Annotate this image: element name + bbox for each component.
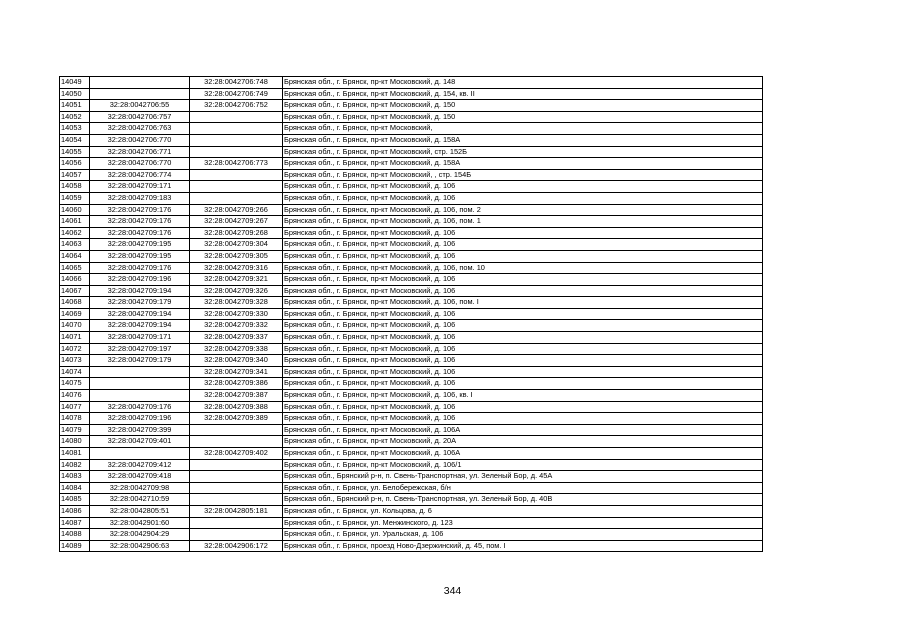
- object-cadastral-number-cell: [190, 482, 283, 494]
- row-number-cell: 14054: [60, 134, 90, 146]
- object-cadastral-number-cell: 32:28:0042709:402: [190, 448, 283, 460]
- object-cadastral-number-cell: 32:28:0042709:321: [190, 274, 283, 286]
- object-cadastral-number-cell: [190, 424, 283, 436]
- table-row: [60, 204, 763, 216]
- object-cadastral-number-cell: 32:28:0042709:304: [190, 239, 283, 251]
- row-number-cell: 14064: [60, 250, 90, 262]
- parcel-cadastral-number-cell: 32:28:0042709:194: [90, 285, 190, 297]
- parcel-cadastral-number-cell: 32:28:0042709:194: [90, 320, 190, 332]
- object-cadastral-number-cell: 32:28:0042709:389: [190, 413, 283, 425]
- row-number-cell: 14078: [60, 413, 90, 425]
- row-number-cell: 14080: [60, 436, 90, 448]
- parcel-cadastral-number-cell: [90, 390, 190, 402]
- table-row: [60, 343, 763, 355]
- address-cell: Брянская обл., г. Брянск, пр-кт Московский, д. 20А: [283, 436, 763, 448]
- table-row: [60, 366, 763, 378]
- object-cadastral-number-cell: [190, 123, 283, 135]
- row-number-cell: 14073: [60, 355, 90, 367]
- object-cadastral-number-cell: 32:28:0042709:328: [190, 297, 283, 309]
- table-row: [60, 424, 763, 436]
- parcel-cadastral-number-cell: 32:28:0042709:179: [90, 355, 190, 367]
- table-row: [60, 482, 763, 494]
- object-cadastral-number-cell: 32:28:0042709:341: [190, 366, 283, 378]
- page-number: 344: [443, 585, 462, 597]
- parcel-cadastral-number-cell: 32:28:0042706:771: [90, 146, 190, 158]
- table-row: [60, 308, 763, 320]
- address-cell: Брянская обл., г. Брянск, пр-кт Московский, д. 106: [283, 401, 763, 413]
- table-row: [60, 332, 763, 344]
- row-number-cell: 14082: [60, 459, 90, 471]
- parcel-cadastral-number-cell: 32:28:0042901:60: [90, 517, 190, 529]
- parcel-cadastral-number-cell: [90, 448, 190, 460]
- object-cadastral-number-cell: [190, 529, 283, 541]
- address-cell: Брянская обл., г. Брянск, ул. Уральская, д. 106: [283, 529, 763, 541]
- table-row: [60, 355, 763, 367]
- object-cadastral-number-cell: [190, 181, 283, 193]
- object-cadastral-number-cell: [190, 192, 283, 204]
- table-row: [60, 401, 763, 413]
- row-number-cell: 14069: [60, 308, 90, 320]
- object-cadastral-number-cell: 32:28:0042709:337: [190, 332, 283, 344]
- address-cell: Брянская обл., г. Брянск, ул. Менжинского, д. 123: [283, 517, 763, 529]
- parcel-cadastral-number-cell: 32:28:0042805:51: [90, 505, 190, 517]
- parcel-cadastral-number-cell: 32:28:0042709:401: [90, 436, 190, 448]
- table-row: [60, 181, 763, 193]
- object-cadastral-number-cell: 32:28:0042805:181: [190, 505, 283, 517]
- address-cell: Брянская обл., Брянский р-н, п. Свень-Транспортная, ул. Зеленый Бор, д. 40В: [283, 494, 763, 506]
- parcel-cadastral-number-cell: 32:28:0042706:770: [90, 158, 190, 170]
- row-number-cell: 14084: [60, 482, 90, 494]
- parcel-cadastral-number-cell: [90, 366, 190, 378]
- table-row: [60, 540, 763, 552]
- row-number-cell: 14060: [60, 204, 90, 216]
- table-row: [60, 216, 763, 228]
- object-cadastral-number-cell: 32:28:0042709:267: [190, 216, 283, 228]
- address-cell: Брянская обл., г. Брянск, пр-кт Московский, д. 106, пом. 2: [283, 204, 763, 216]
- parcel-cadastral-number-cell: 32:28:0042709:176: [90, 204, 190, 216]
- address-cell: Брянская обл., г. Брянск, пр-кт Московский, д. 106: [283, 227, 763, 239]
- address-cell: Брянская обл., г. Брянск, пр-кт Московский, стр. 152Б: [283, 146, 763, 158]
- table-row: [60, 448, 763, 460]
- object-cadastral-number-cell: 32:28:0042706:749: [190, 88, 283, 100]
- object-cadastral-number-cell: 32:28:0042906:172: [190, 540, 283, 552]
- address-cell: Брянская обл., г. Брянск, пр-кт Московский, д. 106, пом. 10: [283, 262, 763, 274]
- address-cell: Брянская обл., г. Брянск, пр-кт Московский, д. 106/1: [283, 459, 763, 471]
- row-number-cell: 14050: [60, 88, 90, 100]
- table-row: [60, 111, 763, 123]
- table-row: [60, 239, 763, 251]
- address-cell: Брянская обл., г. Брянск, пр-кт Московский, д. 106А: [283, 448, 763, 460]
- table-row: [60, 227, 763, 239]
- address-cell: Брянская обл., г. Брянск, ул. Кольцова, д. 6: [283, 505, 763, 517]
- table-row: [60, 390, 763, 402]
- table-row: [60, 471, 763, 483]
- object-cadastral-number-cell: 32:28:0042709:316: [190, 262, 283, 274]
- parcel-cadastral-number-cell: 32:28:0042709:171: [90, 181, 190, 193]
- row-number-cell: 14059: [60, 192, 90, 204]
- object-cadastral-number-cell: 32:28:0042706:773: [190, 158, 283, 170]
- address-cell: Брянская обл., г. Брянск, пр-кт Московский, д. 106: [283, 413, 763, 425]
- object-cadastral-number-cell: 32:28:0042709:330: [190, 308, 283, 320]
- table-row: [60, 436, 763, 448]
- row-number-cell: 14072: [60, 343, 90, 355]
- address-cell: Брянская обл., г. Брянск, пр-кт Московский, д. 106: [283, 181, 763, 193]
- parcel-cadastral-number-cell: 32:28:0042709:195: [90, 239, 190, 251]
- parcel-cadastral-number-cell: 32:28:0042709:183: [90, 192, 190, 204]
- address-cell: Брянская обл., г. Брянск, пр-кт Московский, д. 158А: [283, 134, 763, 146]
- row-number-cell: 14061: [60, 216, 90, 228]
- row-number-cell: 14077: [60, 401, 90, 413]
- parcel-cadastral-number-cell: 32:28:0042706:763: [90, 123, 190, 135]
- address-cell: Брянская обл., г. Брянск, пр-кт Московский, д. 106, пом. 1: [283, 216, 763, 228]
- object-cadastral-number-cell: 32:28:0042709:338: [190, 343, 283, 355]
- parcel-cadastral-number-cell: 32:28:0042709:179: [90, 297, 190, 309]
- address-cell: Брянская обл., г. Брянск, пр-кт Московский, д. 106: [283, 192, 763, 204]
- object-cadastral-number-cell: 32:28:0042709:305: [190, 250, 283, 262]
- row-number-cell: 14065: [60, 262, 90, 274]
- address-cell: Брянская обл., г. Брянск, пр-кт Московский, д. 106А: [283, 424, 763, 436]
- object-cadastral-number-cell: [190, 134, 283, 146]
- table-row: [60, 297, 763, 309]
- address-cell: Брянская обл., г. Брянск, пр-кт Московский, д. 158А: [283, 158, 763, 170]
- row-number-cell: 14062: [60, 227, 90, 239]
- row-number-cell: 14067: [60, 285, 90, 297]
- address-cell: Брянская обл., г. Брянск, ул. Белобережская, б/н: [283, 482, 763, 494]
- registry-table-body: [60, 77, 763, 552]
- object-cadastral-number-cell: 32:28:0042709:386: [190, 378, 283, 390]
- parcel-cadastral-number-cell: 32:28:0042709:176: [90, 262, 190, 274]
- object-cadastral-number-cell: [190, 436, 283, 448]
- object-cadastral-number-cell: [190, 459, 283, 471]
- table-row: [60, 169, 763, 181]
- parcel-cadastral-number-cell: 32:28:0042710:59: [90, 494, 190, 506]
- row-number-cell: 14049: [60, 77, 90, 89]
- row-number-cell: 14079: [60, 424, 90, 436]
- table-row: [60, 320, 763, 332]
- parcel-cadastral-number-cell: 32:28:0042709:195: [90, 250, 190, 262]
- object-cadastral-number-cell: 32:28:0042709:268: [190, 227, 283, 239]
- object-cadastral-number-cell: [190, 111, 283, 123]
- object-cadastral-number-cell: [190, 169, 283, 181]
- table-row: [60, 285, 763, 297]
- address-cell: Брянская обл., г. Брянск, пр-кт Московский, д. 106: [283, 274, 763, 286]
- row-number-cell: 14087: [60, 517, 90, 529]
- row-number-cell: 14070: [60, 320, 90, 332]
- parcel-cadastral-number-cell: 32:28:0042709:418: [90, 471, 190, 483]
- parcel-cadastral-number-cell: 32:28:0042706:55: [90, 100, 190, 112]
- table-row: [60, 134, 763, 146]
- row-number-cell: 14053: [60, 123, 90, 135]
- table-row: [60, 274, 763, 286]
- parcel-cadastral-number-cell: 32:28:0042709:176: [90, 401, 190, 413]
- row-number-cell: 14086: [60, 505, 90, 517]
- parcel-cadastral-number-cell: 32:28:0042709:196: [90, 274, 190, 286]
- object-cadastral-number-cell: [190, 146, 283, 158]
- table-row: [60, 146, 763, 158]
- table-row: [60, 459, 763, 471]
- row-number-cell: 14089: [60, 540, 90, 552]
- parcel-cadastral-number-cell: [90, 88, 190, 100]
- parcel-cadastral-number-cell: 32:28:0042709:171: [90, 332, 190, 344]
- object-cadastral-number-cell: [190, 517, 283, 529]
- address-cell: Брянская обл., г. Брянск, пр-кт Московский,: [283, 123, 763, 135]
- object-cadastral-number-cell: 32:28:0042706:752: [190, 100, 283, 112]
- row-number-cell: 14076: [60, 390, 90, 402]
- parcel-cadastral-number-cell: 32:28:0042906:63: [90, 540, 190, 552]
- address-cell: Брянская обл., г. Брянск, пр-кт Московский, д. 106: [283, 366, 763, 378]
- address-cell: Брянская обл., г. Брянск, проезд Ново-Дзержинский, д. 45, пом. I: [283, 540, 763, 552]
- parcel-cadastral-number-cell: 32:28:0042709:399: [90, 424, 190, 436]
- table-row: [60, 77, 763, 89]
- table-row: [60, 158, 763, 170]
- address-cell: Брянская обл., г. Брянск, пр-кт Московский, д. 150: [283, 111, 763, 123]
- registry-table: [59, 76, 763, 552]
- object-cadastral-number-cell: 32:28:0042709:332: [190, 320, 283, 332]
- row-number-cell: 14074: [60, 366, 90, 378]
- row-number-cell: 14068: [60, 297, 90, 309]
- table-row: [60, 88, 763, 100]
- row-number-cell: 14071: [60, 332, 90, 344]
- address-cell: Брянская обл., Брянский р-н, п. Свень-Транспортная, ул. Зеленый Бор, д. 45А: [283, 471, 763, 483]
- address-cell: Брянская обл., г. Брянск, пр-кт Московский, д. 154, кв. II: [283, 88, 763, 100]
- object-cadastral-number-cell: 32:28:0042709:340: [190, 355, 283, 367]
- address-cell: Брянская обл., г. Брянск, пр-кт Московский, д. 106, кв. I: [283, 390, 763, 402]
- row-number-cell: 14052: [60, 111, 90, 123]
- parcel-cadastral-number-cell: 32:28:0042709:176: [90, 227, 190, 239]
- row-number-cell: 14056: [60, 158, 90, 170]
- address-cell: Брянская обл., г. Брянск, пр-кт Московский, д. 148: [283, 77, 763, 89]
- object-cadastral-number-cell: 32:28:0042709:326: [190, 285, 283, 297]
- parcel-cadastral-number-cell: 32:28:0042709:194: [90, 308, 190, 320]
- parcel-cadastral-number-cell: 32:28:0042706:770: [90, 134, 190, 146]
- object-cadastral-number-cell: [190, 471, 283, 483]
- row-number-cell: 14081: [60, 448, 90, 460]
- table-row: [60, 192, 763, 204]
- table-row: [60, 378, 763, 390]
- table-row: [60, 494, 763, 506]
- object-cadastral-number-cell: 32:28:0042709:387: [190, 390, 283, 402]
- address-cell: Брянская обл., г. Брянск, пр-кт Московский, д. 106: [283, 355, 763, 367]
- row-number-cell: 14066: [60, 274, 90, 286]
- parcel-cadastral-number-cell: 32:28:0042709:98: [90, 482, 190, 494]
- object-cadastral-number-cell: 32:28:0042709:388: [190, 401, 283, 413]
- row-number-cell: 14057: [60, 169, 90, 181]
- address-cell: Брянская обл., г. Брянск, пр-кт Московский, д. 106: [283, 308, 763, 320]
- address-cell: Брянская обл., г. Брянск, пр-кт Московский, д. 106: [283, 239, 763, 251]
- parcel-cadastral-number-cell: 32:28:0042706:757: [90, 111, 190, 123]
- row-number-cell: 14063: [60, 239, 90, 251]
- table-row: [60, 100, 763, 112]
- address-cell: Брянская обл., г. Брянск, пр-кт Московский, д. 150: [283, 100, 763, 112]
- table-row: [60, 123, 763, 135]
- address-cell: Брянская обл., г. Брянск, пр-кт Московский, д. 106: [283, 320, 763, 332]
- address-cell: Брянская обл., г. Брянск, пр-кт Московский, д. 106: [283, 343, 763, 355]
- address-cell: Брянская обл., г. Брянск, пр-кт Московский, д. 106: [283, 250, 763, 262]
- object-cadastral-number-cell: 32:28:0042706:748: [190, 77, 283, 89]
- row-number-cell: 14058: [60, 181, 90, 193]
- table-row: [60, 529, 763, 541]
- address-cell: Брянская обл., г. Брянск, пр-кт Московский, , стр. 154Б: [283, 169, 763, 181]
- table-row: [60, 262, 763, 274]
- parcel-cadastral-number-cell: 32:28:0042904:29: [90, 529, 190, 541]
- table-row: [60, 505, 763, 517]
- address-cell: Брянская обл., г. Брянск, пр-кт Московский, д. 106, пом. I: [283, 297, 763, 309]
- address-cell: Брянская обл., г. Брянск, пр-кт Московский, д. 106: [283, 378, 763, 390]
- table-row: [60, 250, 763, 262]
- parcel-cadastral-number-cell: [90, 378, 190, 390]
- row-number-cell: 14083: [60, 471, 90, 483]
- parcel-cadastral-number-cell: 32:28:0042709:197: [90, 343, 190, 355]
- row-number-cell: 14055: [60, 146, 90, 158]
- row-number-cell: 14088: [60, 529, 90, 541]
- object-cadastral-number-cell: [190, 494, 283, 506]
- parcel-cadastral-number-cell: 32:28:0042706:774: [90, 169, 190, 181]
- table-row: [60, 517, 763, 529]
- row-number-cell: 14051: [60, 100, 90, 112]
- object-cadastral-number-cell: 32:28:0042709:266: [190, 204, 283, 216]
- parcel-cadastral-number-cell: 32:28:0042709:412: [90, 459, 190, 471]
- parcel-cadastral-number-cell: 32:28:0042709:196: [90, 413, 190, 425]
- address-cell: Брянская обл., г. Брянск, пр-кт Московский, д. 106: [283, 285, 763, 297]
- row-number-cell: 14075: [60, 378, 90, 390]
- parcel-cadastral-number-cell: [90, 77, 190, 89]
- parcel-cadastral-number-cell: 32:28:0042709:176: [90, 216, 190, 228]
- table-row: [60, 413, 763, 425]
- row-number-cell: 14085: [60, 494, 90, 506]
- address-cell: Брянская обл., г. Брянск, пр-кт Московский, д. 106: [283, 332, 763, 344]
